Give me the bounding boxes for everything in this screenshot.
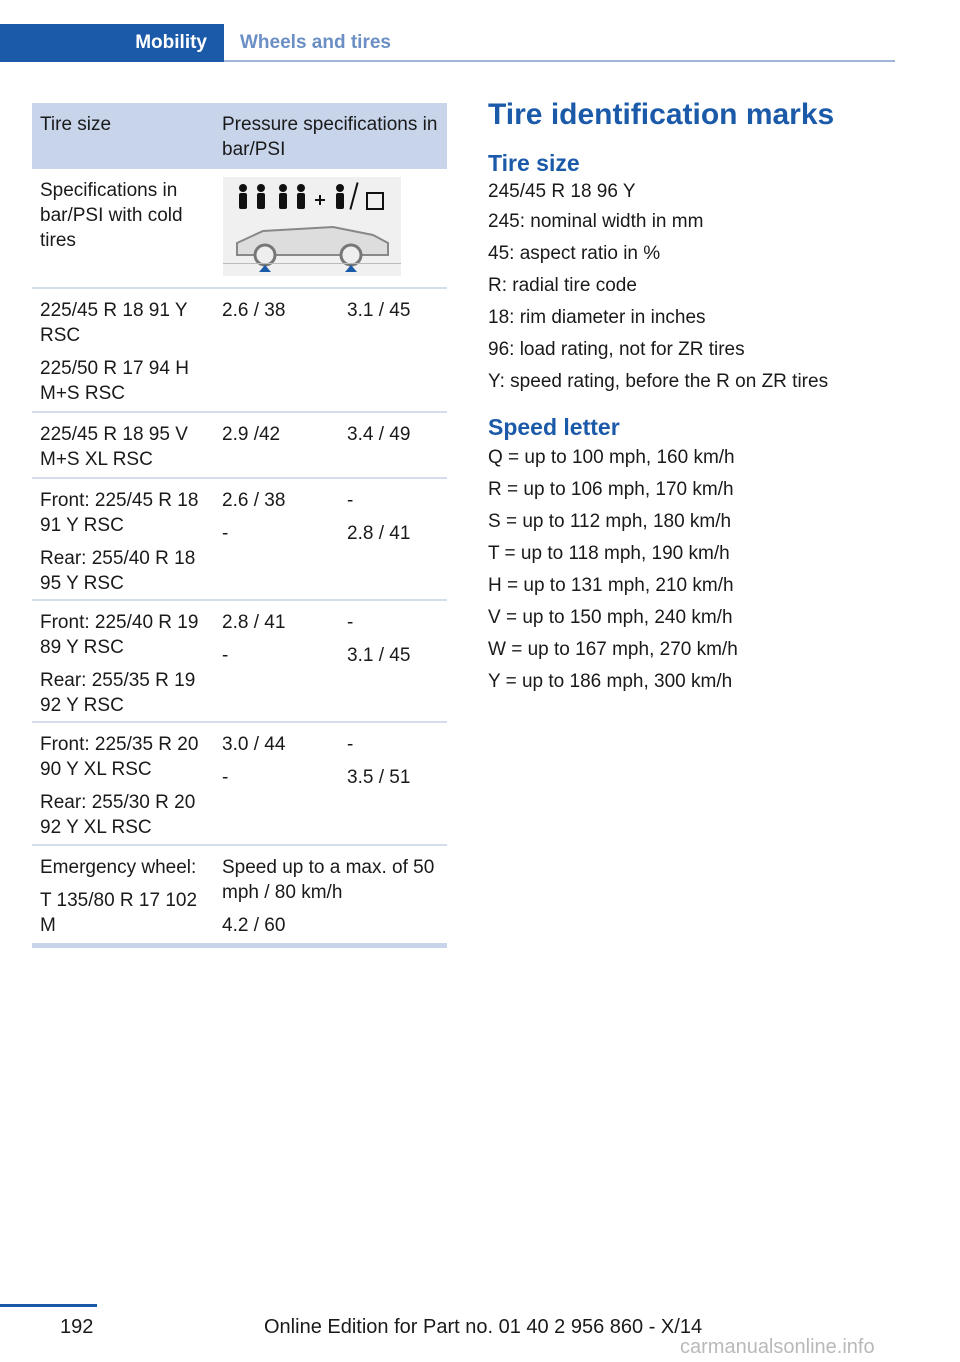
table-header-row	[32, 103, 447, 169]
speed-line: Q = up to 100 mph, 160 km/h	[488, 447, 735, 468]
pressure-value: 2.8 / 41	[347, 523, 411, 544]
tire-size: 225/45 R 18 91 Y RSC	[40, 300, 188, 346]
speed-line: V = up to 150 mph, 240 km/h	[488, 607, 733, 628]
tire-size-line: Y: speed rating, before the R on ZR tires	[488, 371, 829, 392]
table-row	[32, 601, 447, 723]
emergency-label: Emergency wheel:	[40, 857, 197, 878]
table-row-emergency	[32, 846, 447, 948]
header-pressure: Pressure specifications in bar/PSI	[222, 114, 438, 160]
page-number: 192	[60, 1316, 94, 1338]
tire-size: Rear: 255/40 R 18 95 Y RSC	[40, 548, 196, 594]
tire-size-example: 245/45 R 18 96 Y	[488, 181, 636, 202]
tire-size-line: 96: load rating, not for ZR tires	[488, 339, 745, 360]
tire-size: Front: 225/45 R 18 91 Y RSC	[40, 490, 199, 536]
pressure-value: 3.0 / 44	[222, 734, 286, 755]
tire-size-line: R: radial tire code	[488, 275, 637, 296]
pressure-value: 3.1 / 45	[347, 645, 411, 666]
tire-size: Rear: 255/30 R 20 92 Y XL RSC	[40, 792, 196, 838]
speed-letter-heading: Speed letter	[488, 414, 620, 440]
tire-size-line: 245: nominal width in mm	[488, 211, 704, 232]
pressure-value: 2.6 / 38	[222, 300, 286, 321]
watermark: carmanualsonline.info	[680, 1336, 875, 1358]
tire-size: Front: 225/35 R 20 90 Y XL RSC	[40, 734, 199, 780]
pressure-value: 2.9 /42	[222, 424, 281, 445]
table-row-specs	[32, 169, 447, 289]
section-title: Tire identification marks	[488, 98, 835, 131]
emergency-tire-size: T 135/80 R 17 102 M	[40, 890, 198, 936]
speed-line: Y = up to 186 mph, 300 km/h	[488, 671, 733, 692]
tire-size-line: 18: rim diameter in inches	[488, 307, 706, 328]
car-load-icon	[223, 177, 401, 276]
speed-line: T = up to 118 mph, 190 km/h	[488, 543, 730, 564]
tire-size-heading: Tire size	[488, 150, 580, 176]
table-row	[32, 479, 447, 601]
pressure-value: -	[347, 612, 354, 633]
section-tab: Mobility	[0, 24, 224, 62]
pressure-value: -	[222, 767, 229, 788]
pressure-value: 3.5 / 51	[347, 767, 411, 788]
speed-line: R = up to 106 mph, 170 km/h	[488, 479, 734, 500]
pressure-value: 2.6 / 38	[222, 490, 286, 511]
pressure-value: -	[222, 645, 229, 666]
header-rule	[224, 60, 895, 62]
tire-size: 225/50 R 17 94 H M+S RSC	[40, 358, 189, 404]
pressure-value: -	[222, 523, 229, 544]
table-row	[32, 289, 447, 413]
tire-identification-section	[488, 96, 888, 698]
tire-pressure-table	[32, 103, 447, 948]
edition-note: Online Edition for Part no. 01 40 2 956 860 - X/14	[264, 1316, 703, 1338]
footer-rule	[0, 1304, 97, 1307]
spec-label: Specifications in bar/PSI with cold tires	[40, 180, 183, 251]
tire-size: 225/45 R 18 95 V M+S XL RSC	[40, 424, 188, 470]
tire-size: Rear: 255/35 R 19 92 Y RSC	[40, 670, 196, 716]
speed-line: H = up to 131 mph, 210 km/h	[488, 575, 734, 596]
load-condition-pictogram	[223, 177, 401, 276]
pressure-value: -	[347, 490, 354, 511]
emergency-note: Speed up to a max. of 50 mph / 80 km/h	[222, 857, 435, 903]
tire-size-line: 45: aspect ratio in %	[488, 243, 661, 264]
speed-line: W = up to 167 mph, 270 km/h	[488, 639, 738, 660]
speed-line: S = up to 112 mph, 180 km/h	[488, 511, 732, 532]
table-row	[32, 413, 447, 479]
pressure-value: 3.4 / 49	[347, 424, 411, 445]
table-row	[32, 723, 447, 846]
tire-size: Front: 225/40 R 19 89 Y RSC	[40, 612, 199, 658]
emergency-pressure: 4.2 / 60	[222, 915, 286, 936]
page-header	[0, 24, 895, 62]
subsection-label: Wheels and tires	[240, 32, 391, 53]
header-tire-size: Tire size	[40, 114, 112, 135]
pressure-value: -	[347, 734, 354, 755]
pressure-value: 3.1 / 45	[347, 300, 411, 321]
pressure-value: 2.8 / 41	[222, 612, 286, 633]
